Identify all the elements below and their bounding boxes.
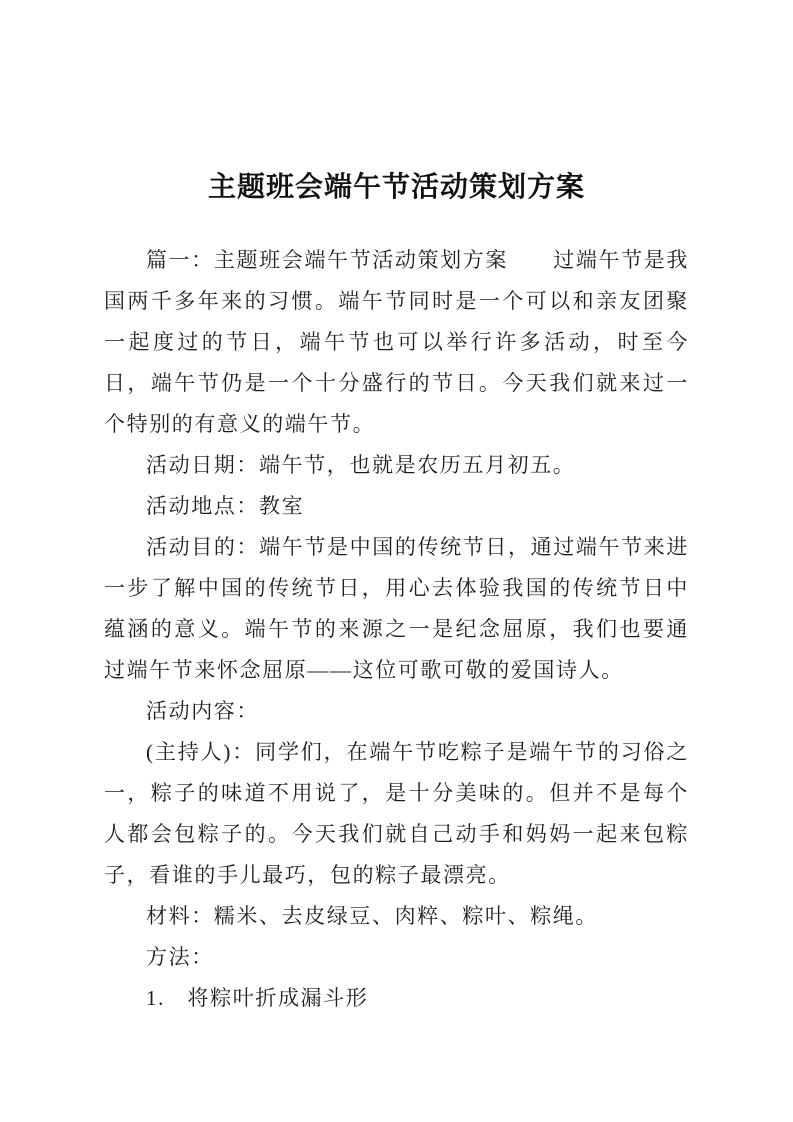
paragraph-activity-location: 活动地点：教室 — [146, 494, 305, 518]
paragraph-activity-date: 活动日期：端午节，也就是农历五月初五。 — [146, 453, 576, 477]
document-body — [104, 240, 689, 1019]
list-item-method-1: 1. 将粽叶折成漏斗形 — [146, 986, 369, 1010]
document-title: 主题班会端午节活动策划方案 — [207, 172, 585, 203]
paragraph-materials: 材料：糯米、去皮绿豆、肉粹、粽叶、粽绳。 — [146, 904, 598, 928]
paragraph-activity-purpose: 活动目的：端午节是中国的传统节日，通过端午节来进一步了解中国的传统节日，用心去体验我国的传统节日中蕴涵的意义。端午节的来源之一是纪念屈原，我们也要通过端午节来怀念屈原——这位可歌可敬的爱国诗人。 — [104, 535, 689, 682]
paragraph-host-speech: (主持人)：同学们，在端午节吃粽子是端午节的习俗之一，粽子的味道不用说了，是十分美味的。但并不是每个人都会包粽子的。今天我们就自己动手和妈妈一起来包粽子，看谁的手儿最巧，包的粽子最漂亮。 — [104, 740, 689, 887]
paragraph-activity-content-heading: 活动内容： — [146, 699, 259, 723]
paragraph-intro: 篇一：主题班会端午节活动策划方案 过端午节是我国两千多年来的习惯。端午节同时是一个可以和亲友团聚一起度过的节日，端午节也可以举行许多活动，时至今日，端午节仍是一个十分盛行的节日。今天我们就来过一个特别的有意义的端午节。 — [104, 248, 689, 436]
paragraph-method-heading: 方法： — [146, 945, 214, 969]
